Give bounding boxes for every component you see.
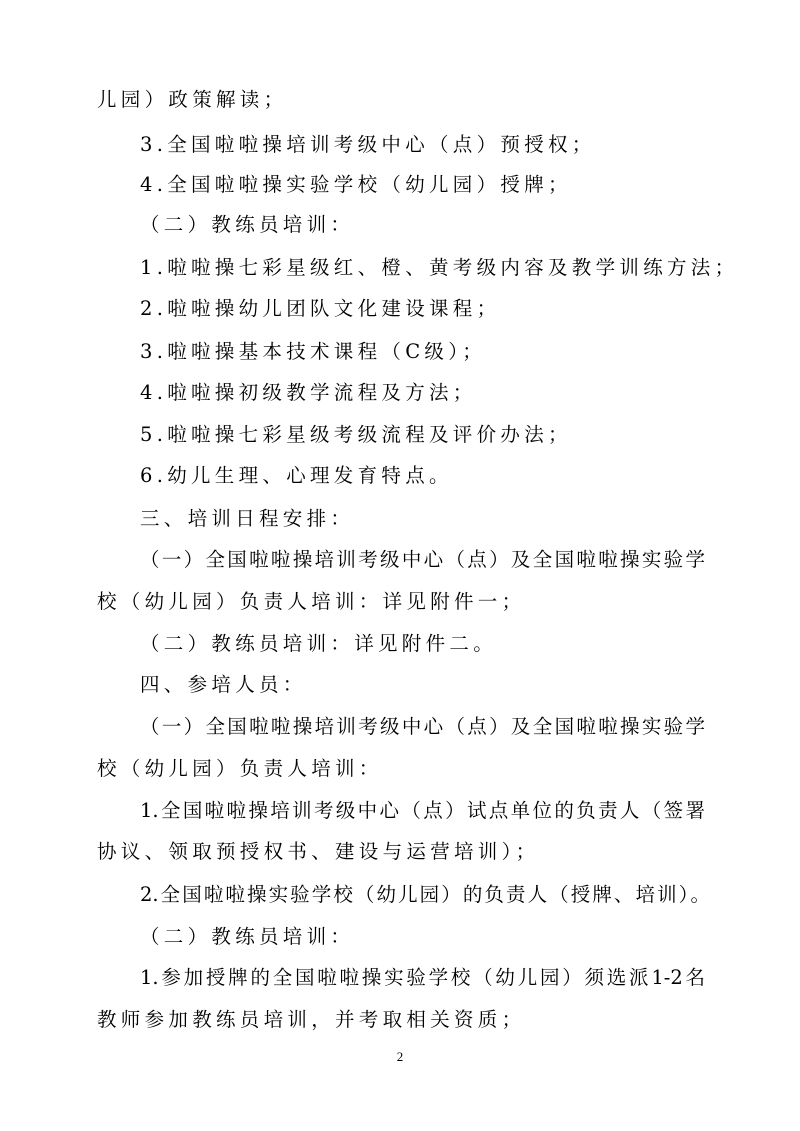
page-number: 2	[396, 1049, 404, 1064]
text-line: 校（幼儿园）负责人培训：详见附件一；	[97, 590, 526, 613]
text-line: （一）全国啦啦操培训考级中心（点）及全国啦啦操实验学	[140, 715, 705, 738]
text-line: 4.啦啦操初级教学流程及方法；	[140, 381, 477, 404]
text-line: 校（幼儿园）负责人培训：	[97, 757, 383, 780]
text-line: 3.啦啦操基本技术课程（C级）；	[140, 340, 487, 363]
text-line: 2.啦啦操幼儿团队文化建设课程；	[140, 297, 501, 320]
section-heading: 四、参培人员：	[140, 673, 307, 696]
text-line: （二）教练员培训：	[140, 925, 355, 948]
text-line: 1.啦啦操七彩星级红、橙、黄考级内容及教学训练方法；	[140, 256, 739, 279]
text-line: 教师参加教练员培训，并考取相关资质；	[97, 1008, 526, 1031]
text-line: （二）教练员培训：详见附件二。	[140, 632, 498, 655]
text-line: 儿园）政策解读；	[97, 88, 288, 111]
text-line: 5.啦啦操七彩星级考级流程及评价办法；	[140, 423, 572, 446]
text-line: 2.全国啦啦操实验学校（幼儿园）的负责人（授牌、培训）。	[140, 883, 710, 906]
text-line: 1.参加授牌的全国啦啦操实验学校（幼儿园）须选派1-2名	[140, 966, 705, 989]
text-line: 4.全国啦啦操实验学校（幼儿园）授牌；	[140, 173, 572, 196]
section-heading: 三、培训日程安排：	[140, 507, 355, 530]
text-line: 3.全国啦啦操培训考级中心（点）预授权；	[140, 133, 596, 156]
text-line: 协议、领取预授权书、建设与运营培训）；	[97, 840, 540, 863]
text-line: 1.全国啦啦操培训考级中心（点）试点单位的负责人（签署	[140, 799, 705, 822]
text-line: （一）全国啦啦操培训考级中心（点）及全国啦啦操实验学	[140, 548, 705, 571]
text-line: 6.幼儿生理、心理发育特点。	[140, 464, 453, 487]
text-line: （二）教练员培训：	[140, 213, 355, 236]
